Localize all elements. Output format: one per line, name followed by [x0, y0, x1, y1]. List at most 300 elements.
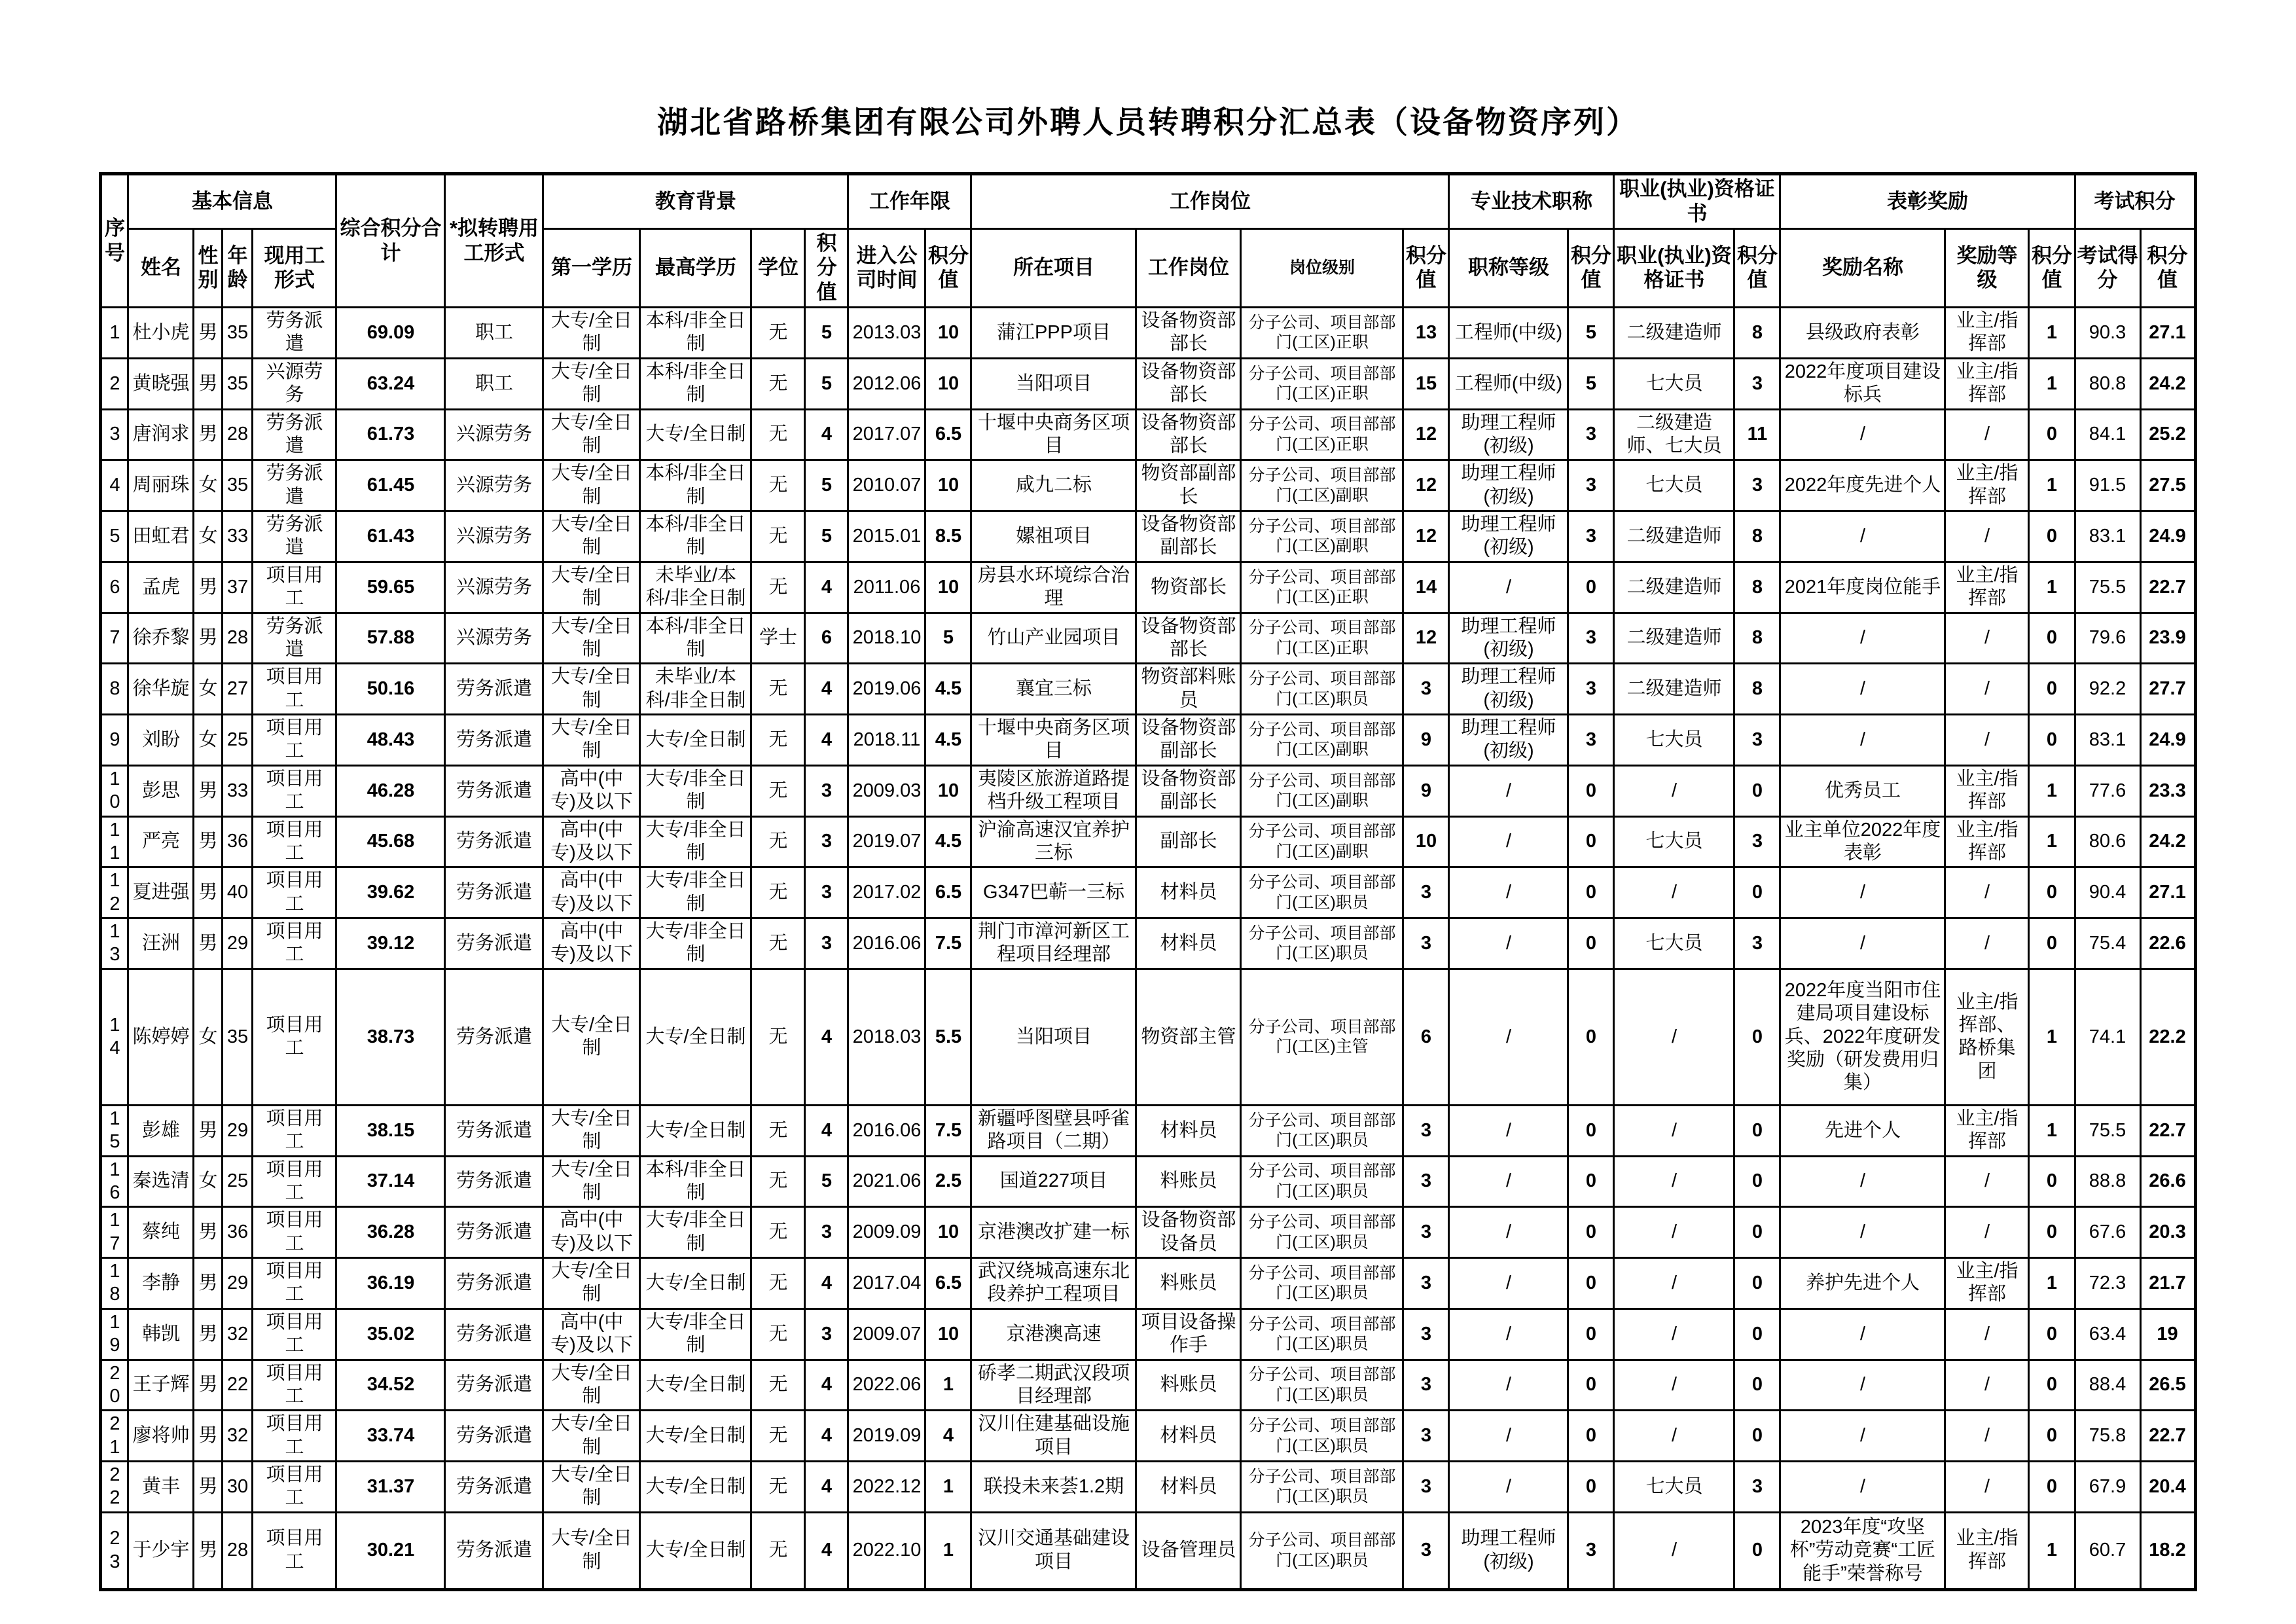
cell-post-level: 分子公司、项目部部门(工区)副职: [1241, 715, 1403, 766]
cell-degree: 无: [751, 460, 805, 511]
cell-gender: 男: [194, 867, 223, 918]
cell-post-points: 12: [1403, 409, 1449, 460]
cell-highest-degree: 大专/全日制: [640, 1105, 751, 1156]
cell-exam-points: 22.7: [2140, 1105, 2195, 1156]
cell-certificate: 二级建造师: [1614, 664, 1734, 715]
cell-post-level: 分子公司、项目部部门(工区)副职: [1241, 511, 1403, 562]
cell-current-form: 项目用工: [253, 816, 336, 867]
cell-certificate: 七大员: [1614, 918, 1734, 969]
cell-post-level: 分子公司、项目部部门(工区)职员: [1241, 1360, 1403, 1411]
cell-post-points: 12: [1403, 613, 1449, 664]
cell-exam-score: 77.6: [2075, 765, 2140, 816]
cell-current-form: 兴源劳务: [253, 358, 336, 409]
cell-first-degree: 高中(中专)及以下: [543, 1207, 640, 1258]
cell-cert-points: 0: [1734, 1512, 1780, 1589]
cell-degree: 无: [751, 816, 805, 867]
cell-age: 35: [223, 308, 253, 359]
cell-title-level: /: [1449, 1207, 1568, 1258]
cell-exam-points: 26.6: [2140, 1156, 2195, 1207]
cell-award-level: /: [1945, 1207, 2029, 1258]
cell-age: 32: [223, 1308, 253, 1360]
header-group-exam: 考试积分: [2075, 174, 2195, 229]
cell-award-level: 业主/指挥部、路桥集团: [1945, 969, 2029, 1105]
cell-exam-points: 27.5: [2140, 460, 2195, 511]
cell-award-points: 0: [2029, 1156, 2075, 1207]
cell-total-score: 34.52: [336, 1360, 445, 1411]
cell-title-points: 0: [1568, 1308, 1614, 1360]
cell-exam-score: 75.5: [2075, 562, 2140, 613]
cell-post: 材料员: [1136, 1411, 1241, 1462]
header-group-work-years: 工作年限: [848, 174, 971, 229]
cell-title-points: 3: [1568, 409, 1614, 460]
cell-years-points: 1: [925, 1462, 971, 1513]
cell-highest-degree: 大专/非全日制: [640, 816, 751, 867]
cell-cert-points: 3: [1734, 715, 1780, 766]
header-group-certificate: 职业(执业)资格证书: [1614, 174, 1780, 229]
cell-total-score: 45.68: [336, 816, 445, 867]
cell-award-level: /: [1945, 664, 2029, 715]
cell-exam-points: 26.5: [2140, 1360, 2195, 1411]
cell-first-degree: 大专/全日制: [543, 1105, 640, 1156]
cell-no: 14: [101, 969, 128, 1105]
header-cert-name: 职业(执业)资格证书: [1614, 228, 1734, 307]
cell-exam-score: 80.8: [2075, 358, 2140, 409]
cell-proposed-form: 兴源劳务: [445, 511, 543, 562]
cell-current-form: 项目用工: [253, 1411, 336, 1462]
cell-highest-degree: 大专/非全日制: [640, 867, 751, 918]
cell-award-name: /: [1780, 1308, 1945, 1360]
cell-cert-points: 8: [1734, 511, 1780, 562]
cell-exam-points: 23.3: [2140, 765, 2195, 816]
cell-post-points: 12: [1403, 511, 1449, 562]
cell-post-level: 分子公司、项目部部门(工区)职员: [1241, 1156, 1403, 1207]
cell-years-points: 10: [925, 1207, 971, 1258]
cell-post-level: 分子公司、项目部部门(工区)副职: [1241, 460, 1403, 511]
cell-exam-score: 63.4: [2075, 1308, 2140, 1360]
cell-certificate: /: [1614, 1105, 1734, 1156]
cell-post-level: 分子公司、项目部部门(工区)职员: [1241, 1258, 1403, 1309]
cell-post: 物资部副部长: [1136, 460, 1241, 511]
cell-award-name: /: [1780, 918, 1945, 969]
cell-degree: 无: [751, 1105, 805, 1156]
cell-gender: 男: [194, 1105, 223, 1156]
cell-project: 国道227项目: [971, 1156, 1136, 1207]
cell-post: 材料员: [1136, 867, 1241, 918]
cell-cert-points: 0: [1734, 1105, 1780, 1156]
cell-years-points: 4: [925, 1411, 971, 1462]
cell-exam-score: 60.7: [2075, 1512, 2140, 1589]
cell-first-degree: 大专/全日制: [543, 1512, 640, 1589]
cell-award-level: 业主/指挥部: [1945, 460, 2029, 511]
cell-exam-score: 84.1: [2075, 409, 2140, 460]
cell-certificate: 七大员: [1614, 1462, 1734, 1513]
header-project: 所在项目: [971, 228, 1136, 307]
table-row: [101, 511, 2195, 562]
cell-title-level: /: [1449, 1308, 1568, 1360]
cell-project: 十堰中央商务区项目: [971, 715, 1136, 766]
cell-project: 蒲江PPP项目: [971, 308, 1136, 359]
cell-age: 35: [223, 358, 253, 409]
cell-award-level: 业主/指挥部: [1945, 1258, 2029, 1309]
cell-exam-score: 80.6: [2075, 816, 2140, 867]
cell-age: 29: [223, 918, 253, 969]
cell-age: 37: [223, 562, 253, 613]
cell-current-form: 劳务派遣: [253, 460, 336, 511]
cell-years-points: 1: [925, 1512, 971, 1589]
cell-proposed-form: 劳务派遣: [445, 1207, 543, 1258]
cell-proposed-form: 职工: [445, 358, 543, 409]
cell-post-level: 分子公司、项目部部门(工区)正职: [1241, 358, 1403, 409]
cell-edu-points: 4: [805, 664, 848, 715]
header-title-points: 积分值: [1568, 228, 1614, 307]
header-group-pro-title: 专业技术职称: [1449, 174, 1614, 229]
cell-project: 汉川交通基础建设项目: [971, 1512, 1136, 1589]
cell-name: 韩凯: [128, 1308, 194, 1360]
cell-name: 陈婷婷: [128, 969, 194, 1105]
cell-years-points: 6.5: [925, 1258, 971, 1309]
cell-current-form: 项目用工: [253, 765, 336, 816]
cell-edu-points: 4: [805, 969, 848, 1105]
cell-cert-points: 0: [1734, 1308, 1780, 1360]
cell-edu-points: 4: [805, 1462, 848, 1513]
cell-gender: 女: [194, 715, 223, 766]
cell-first-degree: 大专/全日制: [543, 664, 640, 715]
table-row: [101, 1156, 2195, 1207]
cell-exam-points: 27.7: [2140, 664, 2195, 715]
cell-entry-date: 2009.09: [848, 1207, 925, 1258]
header-degree: 学位: [751, 228, 805, 307]
cell-highest-degree: 大专/全日制: [640, 1360, 751, 1411]
header-proposed-form: *拟转聘用工形式: [445, 174, 543, 308]
cell-name: 王子辉: [128, 1360, 194, 1411]
header-first-degree: 第一学历: [543, 228, 640, 307]
cell-award-level: /: [1945, 1360, 2029, 1411]
cell-degree: 无: [751, 1258, 805, 1309]
cell-title-level: 助理工程师(初级): [1449, 511, 1568, 562]
cell-award-level: /: [1945, 1462, 2029, 1513]
cell-no: 9: [101, 715, 128, 766]
cell-award-level: /: [1945, 715, 2029, 766]
cell-post: 物资部料账员: [1136, 664, 1241, 715]
cell-title-level: /: [1449, 918, 1568, 969]
cell-edu-points: 3: [805, 816, 848, 867]
header-post: 工作岗位: [1136, 228, 1241, 307]
cell-title-points: 3: [1568, 511, 1614, 562]
table-row: [101, 1258, 2195, 1309]
cell-proposed-form: 兴源劳务: [445, 613, 543, 664]
table-row: [101, 1360, 2195, 1411]
cell-post-points: 13: [1403, 308, 1449, 359]
cell-first-degree: 大专/全日制: [543, 1462, 640, 1513]
cell-first-degree: 大专/全日制: [543, 562, 640, 613]
cell-post-level: 分子公司、项目部部门(工区)职员: [1241, 1512, 1403, 1589]
cell-post: 设备物资部部长: [1136, 409, 1241, 460]
cell-name: 彭思: [128, 765, 194, 816]
page-title: 湖北省路桥集团有限公司外聘人员转聘积分汇总表（设备物资序列）: [657, 105, 1639, 139]
table-row: [101, 816, 2195, 867]
cell-degree: 学士: [751, 613, 805, 664]
cell-post: 设备物资部部长: [1136, 358, 1241, 409]
cell-total-score: 46.28: [336, 765, 445, 816]
cell-age: 33: [223, 511, 253, 562]
cell-title-level: /: [1449, 1360, 1568, 1411]
cell-gender: 男: [194, 409, 223, 460]
cell-no: 23: [101, 1512, 128, 1589]
cell-years-points: 2.5: [925, 1156, 971, 1207]
cell-no: 18: [101, 1258, 128, 1309]
cell-cert-points: 3: [1734, 460, 1780, 511]
cell-current-form: 项目用工: [253, 1105, 336, 1156]
cell-project: 当阳项目: [971, 969, 1136, 1105]
cell-age: 30: [223, 1462, 253, 1513]
cell-exam-score: 88.4: [2075, 1360, 2140, 1411]
cell-highest-degree: 大专/全日制: [640, 715, 751, 766]
cell-post-level: 分子公司、项目部部门(工区)职员: [1241, 1462, 1403, 1513]
cell-title-points: 0: [1568, 562, 1614, 613]
cell-gender: 男: [194, 358, 223, 409]
cell-award-name: 2022年度项目建设标兵: [1780, 358, 1945, 409]
cell-no: 3: [101, 409, 128, 460]
cell-degree: 无: [751, 1411, 805, 1462]
cell-certificate: 二级建造师、七大员: [1614, 409, 1734, 460]
cell-proposed-form: 劳务派遣: [445, 867, 543, 918]
cell-post-level: 分子公司、项目部部门(工区)职员: [1241, 1207, 1403, 1258]
cell-age: 32: [223, 1411, 253, 1462]
cell-award-points: 1: [2029, 460, 2075, 511]
cell-post-points: 12: [1403, 460, 1449, 511]
cell-title-points: 3: [1568, 715, 1614, 766]
cell-exam-points: 24.2: [2140, 358, 2195, 409]
cell-award-points: 1: [2029, 816, 2075, 867]
cell-highest-degree: 本科/非全日制: [640, 1156, 751, 1207]
cell-entry-date: 2015.01: [848, 511, 925, 562]
cell-years-points: 4.5: [925, 816, 971, 867]
cell-post-level: 分子公司、项目部部门(工区)职员: [1241, 1411, 1403, 1462]
header-award-level: 奖励等级: [1945, 228, 2029, 307]
cell-post-level: 分子公司、项目部部门(工区)正职: [1241, 562, 1403, 613]
cell-project: 硚孝二期武汉段项目经理部: [971, 1360, 1136, 1411]
cell-years-points: 4.5: [925, 715, 971, 766]
cell-title-points: 0: [1568, 1207, 1614, 1258]
cell-degree: 无: [751, 867, 805, 918]
cell-first-degree: 大专/全日制: [543, 358, 640, 409]
cell-exam-points: 19: [2140, 1308, 2195, 1360]
header-group-award: 表彰奖励: [1780, 174, 2075, 229]
cell-degree: 无: [751, 409, 805, 460]
cell-degree: 无: [751, 1360, 805, 1411]
cell-years-points: 1: [925, 1360, 971, 1411]
cell-current-form: 项目用工: [253, 1156, 336, 1207]
cell-title-level: 助理工程师(初级): [1449, 715, 1568, 766]
cell-age: 36: [223, 816, 253, 867]
cell-proposed-form: 劳务派遣: [445, 1360, 543, 1411]
cell-years-points: 10: [925, 308, 971, 359]
cell-exam-points: 24.2: [2140, 816, 2195, 867]
cell-entry-date: 2018.03: [848, 969, 925, 1105]
cell-title-level: /: [1449, 1411, 1568, 1462]
cell-total-score: 48.43: [336, 715, 445, 766]
cell-gender: 女: [194, 460, 223, 511]
cell-post-points: 3: [1403, 1462, 1449, 1513]
cell-proposed-form: 劳务派遣: [445, 1411, 543, 1462]
cell-title-points: 5: [1568, 358, 1614, 409]
cell-no: 20: [101, 1360, 128, 1411]
cell-exam-points: 20.3: [2140, 1207, 2195, 1258]
cell-award-name: 2021年度岗位能手: [1780, 562, 1945, 613]
cell-award-points: 0: [2029, 1462, 2075, 1513]
cell-gender: 男: [194, 918, 223, 969]
cell-certificate: /: [1614, 867, 1734, 918]
cell-entry-date: 2009.03: [848, 765, 925, 816]
cell-certificate: 二级建造师: [1614, 613, 1734, 664]
cell-edu-points: 4: [805, 715, 848, 766]
cell-title-level: /: [1449, 1156, 1568, 1207]
cell-exam-score: 83.1: [2075, 511, 2140, 562]
cell-award-level: /: [1945, 1156, 2029, 1207]
cell-award-name: /: [1780, 1411, 1945, 1462]
cell-first-degree: 高中(中专)及以下: [543, 765, 640, 816]
cell-proposed-form: 劳务派遣: [445, 816, 543, 867]
cell-total-score: 57.88: [336, 613, 445, 664]
cell-exam-score: 75.5: [2075, 1105, 2140, 1156]
cell-edu-points: 4: [805, 562, 848, 613]
cell-current-form: 劳务派遣: [253, 511, 336, 562]
cell-post: 材料员: [1136, 918, 1241, 969]
cell-age: 35: [223, 969, 253, 1105]
cell-cert-points: 0: [1734, 765, 1780, 816]
cell-entry-date: 2019.09: [848, 1411, 925, 1462]
cell-exam-score: 75.8: [2075, 1411, 2140, 1462]
table-row: [101, 613, 2195, 664]
cell-gender: 男: [194, 1462, 223, 1513]
cell-no: 8: [101, 664, 128, 715]
cell-cert-points: 8: [1734, 664, 1780, 715]
cell-entry-date: 2016.06: [848, 918, 925, 969]
header-current-form: 现用工形式: [253, 228, 336, 307]
cell-award-level: 业主/指挥部: [1945, 358, 2029, 409]
cell-title-level: 工程师(中级): [1449, 308, 1568, 359]
cell-edu-points: 4: [805, 1512, 848, 1589]
cell-highest-degree: 大专/全日制: [640, 969, 751, 1105]
cell-first-degree: 大专/全日制: [543, 511, 640, 562]
cell-award-points: 1: [2029, 969, 2075, 1105]
cell-total-score: 38.15: [336, 1105, 445, 1156]
cell-entry-date: 2022.10: [848, 1512, 925, 1589]
cell-degree: 无: [751, 715, 805, 766]
cell-total-score: 59.65: [336, 562, 445, 613]
header-highest-degree: 最高学历: [640, 228, 751, 307]
table-row: [101, 1411, 2195, 1462]
cell-highest-degree: 本科/非全日制: [640, 460, 751, 511]
cell-cert-points: 0: [1734, 1258, 1780, 1309]
cell-cert-points: 0: [1734, 969, 1780, 1105]
cell-highest-degree: 大专/非全日制: [640, 1308, 751, 1360]
cell-certificate: /: [1614, 1156, 1734, 1207]
cell-certificate: 七大员: [1614, 715, 1734, 766]
cell-gender: 男: [194, 562, 223, 613]
cell-name: 夏进强: [128, 867, 194, 918]
cell-award-points: 1: [2029, 562, 2075, 613]
header-title-level: 职称等级: [1449, 228, 1568, 307]
cell-current-form: 项目用工: [253, 1308, 336, 1360]
cell-gender: 男: [194, 1258, 223, 1309]
cell-no: 10: [101, 765, 128, 816]
cell-cert-points: 3: [1734, 918, 1780, 969]
cell-post-points: 3: [1403, 1308, 1449, 1360]
cell-total-score: 39.12: [336, 918, 445, 969]
cell-degree: 无: [751, 1207, 805, 1258]
cell-award-points: 0: [2029, 715, 2075, 766]
cell-award-name: /: [1780, 867, 1945, 918]
cell-current-form: 项目用工: [253, 1258, 336, 1309]
cell-exam-score: 83.1: [2075, 715, 2140, 766]
cell-highest-degree: 未毕业/本科/非全日制: [640, 562, 751, 613]
cell-exam-score: 75.4: [2075, 918, 2140, 969]
cell-age: 22: [223, 1360, 253, 1411]
cell-first-degree: 高中(中专)及以下: [543, 918, 640, 969]
cell-no: 7: [101, 613, 128, 664]
cell-post: 材料员: [1136, 1462, 1241, 1513]
cell-award-points: 0: [2029, 1207, 2075, 1258]
cell-current-form: 项目用工: [253, 1207, 336, 1258]
cell-award-name: /: [1780, 1207, 1945, 1258]
table-row: [101, 1105, 2195, 1156]
cell-post: 物资部长: [1136, 562, 1241, 613]
cell-title-points: 0: [1568, 1156, 1614, 1207]
cell-title-points: 3: [1568, 460, 1614, 511]
table-row: [101, 562, 2195, 613]
table-row: [101, 308, 2195, 359]
cell-post-points: 3: [1403, 1156, 1449, 1207]
cell-edu-points: 5: [805, 358, 848, 409]
cell-certificate: 二级建造师: [1614, 511, 1734, 562]
cell-certificate: 七大员: [1614, 816, 1734, 867]
cell-exam-score: 90.4: [2075, 867, 2140, 918]
header-gender: 性别: [194, 228, 223, 307]
header-group-position: 工作岗位: [971, 174, 1449, 229]
cell-gender: 男: [194, 613, 223, 664]
cell-award-name: 2022年度先进个人: [1780, 460, 1945, 511]
table-row: [101, 1207, 2195, 1258]
cell-proposed-form: 劳务派遣: [445, 918, 543, 969]
cell-total-score: 38.73: [336, 969, 445, 1105]
cell-exam-score: 74.1: [2075, 969, 2140, 1105]
cell-award-points: 1: [2029, 1105, 2075, 1156]
cell-name: 田虹君: [128, 511, 194, 562]
cell-degree: 无: [751, 664, 805, 715]
cell-post-level: 分子公司、项目部部门(工区)副职: [1241, 765, 1403, 816]
cell-award-name: 优秀员工: [1780, 765, 1945, 816]
cell-highest-degree: 大专/全日制: [640, 1411, 751, 1462]
cell-name: 彭雄: [128, 1105, 194, 1156]
cell-no: 16: [101, 1156, 128, 1207]
cell-first-degree: 大专/全日制: [543, 1411, 640, 1462]
cell-years-points: 6.5: [925, 867, 971, 918]
cell-title-points: 0: [1568, 1360, 1614, 1411]
cell-name: 徐华旋: [128, 664, 194, 715]
header-exam-points: 积分值: [2140, 228, 2195, 307]
cell-post-level: 分子公司、项目部部门(工区)主管: [1241, 969, 1403, 1105]
cell-post-level: 分子公司、项目部部门(工区)职员: [1241, 1308, 1403, 1360]
cell-exam-score: 90.3: [2075, 308, 2140, 359]
cell-title-level: /: [1449, 562, 1568, 613]
cell-post-points: 9: [1403, 765, 1449, 816]
cell-no: 22: [101, 1462, 128, 1513]
cell-entry-date: 2019.06: [848, 664, 925, 715]
cell-name: 刘盼: [128, 715, 194, 766]
cell-award-name: 县级政府表彰: [1780, 308, 1945, 359]
cell-current-form: 项目用工: [253, 969, 336, 1105]
